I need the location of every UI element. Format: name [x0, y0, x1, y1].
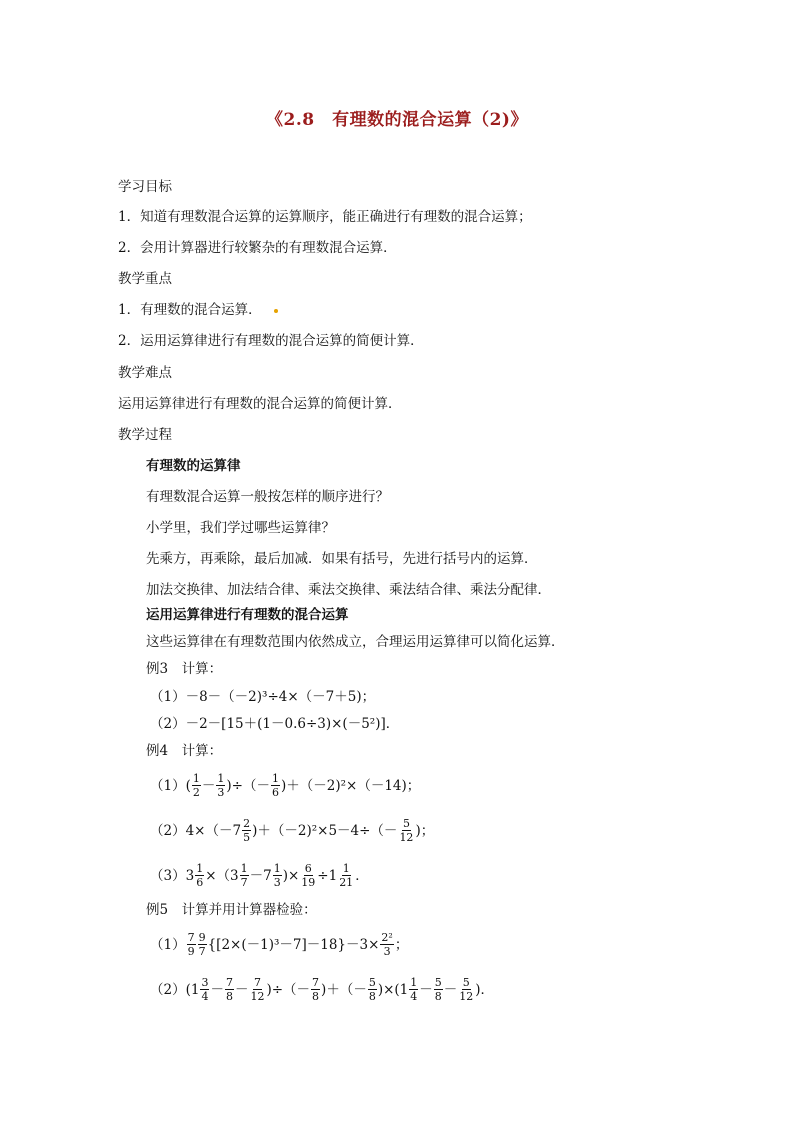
key-1 — [118, 300, 278, 320]
heading-process: 教学过程 — [118, 427, 172, 443]
fraction: $\frac{5}{12}$ — [459, 976, 474, 1003]
section1-title: 有理数的运算律 — [146, 458, 241, 474]
key-1-text: 1．有理数的混合运算． — [118, 302, 262, 318]
fraction: $\frac{1}{21}$ — [339, 862, 354, 889]
fraction: $\frac{7}{8}$ — [225, 976, 233, 1003]
page-title: 《2.8 有理数的混合运算（2)》 — [266, 110, 528, 130]
question-2: 小学里，我们学过哪些运算律？ — [146, 520, 335, 536]
fraction: $\frac{1}{3}$ — [217, 772, 225, 799]
example3-label: 例3 计算： — [146, 661, 223, 677]
fraction: $\frac{6}{19}$ — [301, 862, 316, 889]
section2-title: 运用运算律进行有理数的混合运算 — [146, 607, 349, 623]
fraction: $\frac{\text{2²}}{3}$ — [381, 931, 393, 958]
key-2: 2．运用运算律进行有理数的混合运算的简便计算． — [118, 333, 424, 349]
example4-problem-3: （3）3 $\frac{1}{6}$ ×（3 $\frac{1}{7}$ －7 $\frac{1}{3}$ )× $\frac{6}{19}$ ÷1 $\frac{1}{21}$ ． — [150, 862, 369, 889]
goal-1: 1．知道有理数混合运算的运算顺序，能正确进行有理数的混合运算； — [118, 209, 532, 225]
difficult-1: 运用运算律进行有理数的混合运算的简便计算． — [118, 396, 402, 412]
example5-problem-2: （2）(1 $\frac{3}{4}$ － $\frac{7}{8}$ － $\frac{7}{12}$ )÷（－ $\frac{7}{8}$ )＋（－ $\frac{5}{8}$ )×(1 $\frac{1}{4}$ － $\frac{5}{8}$ － $\frac{5}{12}$ )． — [150, 976, 495, 1003]
answer-2: 加法交换律、加法结合律、乘法交换律、乘法结合律、乘法分配律． — [146, 582, 551, 598]
example3-problem-1: （1）－8－（－2)³÷4×（－7＋5)； — [150, 689, 376, 705]
example5-problem-1: （1） $\frac{7}{9}$ $\frac{9}{7}$ {[2×(－1)³－7]－18}－3× $\frac{\text{2²}}{3}$ ； — [150, 931, 409, 958]
fraction: $\frac{1}{4}$ — [410, 976, 418, 1003]
fraction: $\frac{5}{8}$ — [368, 976, 376, 1003]
answer-1: 先乘方，再乘除，最后加减．如果有括号，先进行括号内的运算． — [146, 551, 538, 567]
fraction: $\frac{1}{2}$ — [192, 772, 200, 799]
fraction: $\frac{7}{8}$ — [312, 976, 320, 1003]
example4-problem-1: （1）( $\frac{1}{2}$ － $\frac{1}{3}$ )÷（－ $\frac{1}{6}$ )＋（－2)²×（－14)； — [150, 772, 421, 799]
marker-dot — [274, 309, 278, 313]
fraction: $\frac{1}{6}$ — [271, 772, 279, 799]
question-1: 有理数混合运算一般按怎样的顺序进行？ — [146, 489, 389, 505]
heading-difficult: 教学难点 — [118, 365, 172, 381]
fraction: $\frac{3}{4}$ — [201, 976, 209, 1003]
fraction: $\frac{5}{12}$ — [399, 817, 414, 844]
fraction: $\frac{1}{3}$ — [273, 862, 281, 889]
fraction: $\frac{1}{6}$ — [196, 862, 204, 889]
heading-goals: 学习目标 — [118, 179, 172, 195]
goal-2: 2．会用计算器进行较繁杂的有理数混合运算． — [118, 240, 397, 256]
fraction: $\frac{1}{7}$ — [240, 862, 248, 889]
example3-problem-2: （2）－2－[15＋(1－0.6÷3)×(－5²)]． — [150, 716, 400, 732]
example4-problem-2: （2）4×（－7 $\frac{2}{5}$ )＋（－2)²×5－4÷（－ $\frac{5}{12}$ )； — [150, 817, 435, 844]
section2-text: 这些运算律在有理数范围内依然成立，合理运用运算律可以简化运算． — [146, 634, 565, 650]
example5-label: 例5 计算并用计算器检验： — [146, 902, 317, 918]
fraction: $\frac{9}{7}$ — [198, 931, 206, 958]
heading-key: 教学重点 — [118, 271, 172, 287]
fraction: $\frac{7}{12}$ — [250, 976, 265, 1003]
example4-label: 例4 计算： — [146, 743, 223, 759]
fraction: $\frac{7}{9}$ — [187, 931, 195, 958]
fraction: $\frac{5}{8}$ — [434, 976, 442, 1003]
fraction: $\frac{2}{5}$ — [243, 817, 251, 844]
